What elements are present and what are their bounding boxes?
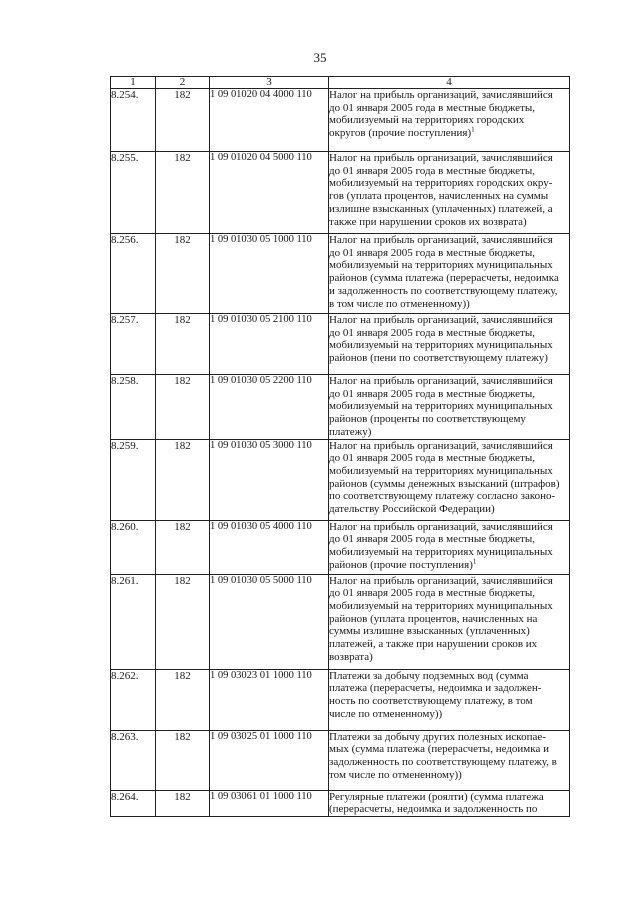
description-line [329,352,569,365]
budget-codes-table [110,76,570,817]
table-row [111,574,570,669]
description-line [329,114,569,127]
description-text: числе по отмененному)) [329,707,443,720]
revenue-description [329,375,570,440]
row-number: 8.255. [111,152,156,234]
description-text: районов (суммы денежных взысканий (штрафов) [329,477,560,490]
description-line [329,651,569,664]
description-line [329,587,569,600]
description-line [329,575,569,588]
description-line [329,465,569,478]
revenue-description [329,439,570,520]
description-text: излишне взысканных (уплаченных) платежей, а [329,202,553,215]
revenue-description [329,520,570,574]
description-text: возврата) [329,650,373,663]
description-text: Платежи за добычу подземных вод (сумма [329,669,529,682]
column-header: 3 [210,77,329,89]
description-text: Налог на прибыль организаций, зачислявшийся [329,574,553,587]
description-text: суммы излишне взысканных (уплаченных) [329,625,530,638]
budget-classification-code: 1 09 01030 05 2100 110 [210,314,329,375]
table-row [111,790,570,816]
description-text: Налог на прибыль организаций, зачислявшийся [329,89,553,101]
description-text: дательству Российской Федерации) [329,503,495,516]
description-line [329,452,569,465]
description-line [329,234,569,247]
description-line [329,546,569,559]
description-line [329,670,569,683]
description-text: районов (пени по соответствующему платежу) [329,352,548,365]
description-text: также при нарушении сроков их возврата) [329,215,527,228]
revenue-description [329,669,570,730]
description-line [329,413,569,426]
description-text: до 01 января 2005 года в местные бюджеты, [329,587,535,600]
description-line [329,298,569,311]
row-number: 8.263. [111,730,156,790]
description-text: мобилизуемый на территориях городских [329,114,525,127]
description-line [329,272,569,285]
description-text: районов (проценты по соответствующему [329,413,526,426]
description-line [329,625,569,638]
row-number: 8.254. [111,89,156,152]
description-text: до 01 января 2005 года в местные бюджеты, [329,101,535,114]
admin-code: 182 [156,234,210,314]
revenue-description [329,730,570,790]
description-text: Налог на прибыль организаций, зачислявшийся [329,152,553,164]
description-text: Налог на прибыль организаций, зачислявшийся [329,439,553,452]
row-number: 8.264. [111,790,156,816]
description-text: и задолженность по соответствующему платежу, [329,284,558,297]
description-line [329,165,569,178]
admin-code: 182 [156,152,210,234]
description-line [329,638,569,651]
description-line [329,152,569,165]
description-line [329,708,569,721]
description-line [329,791,569,804]
table-body [111,89,570,817]
description-text: мобилизуемый на территориях муниципальных [329,400,553,413]
admin-code: 182 [156,574,210,669]
admin-code: 182 [156,375,210,440]
description-line [329,426,569,439]
description-line [329,314,569,327]
budget-classification-code: 1 09 03061 01 1000 110 [210,790,329,816]
description-text: до 01 января 2005 года в местные бюджеты, [329,452,535,465]
revenue-description [329,89,570,152]
description-line [329,339,569,352]
description-text: мобилизуемый на территориях городских окру- [329,177,553,190]
description-line [329,556,569,572]
row-number: 8.256. [111,234,156,314]
admin-code: 182 [156,730,210,790]
description-text: мобилизуемый на территориях муниципальных [329,259,553,272]
description-line [329,533,569,546]
row-number: 8.258. [111,375,156,440]
description-text: мобилизуемый на территориях муниципальных [329,599,553,612]
description-text: мобилизуемый на территориях муниципальных [329,545,553,558]
description-text: задолженность по соответствующему платежу, в [329,755,557,768]
description-line [329,440,569,453]
description-text: (перерасчеты, недоимка и задолженность по [329,803,538,816]
description-text: Регулярные платежи (роялти) (сумма платежа [329,790,544,803]
description-text: Налог на прибыль организаций, зачислявшийся [329,520,553,533]
budget-classification-code: 1 09 03025 01 1000 110 [210,730,329,790]
table-row [111,234,570,314]
column-header: 2 [156,77,210,89]
description-text: Налог на прибыль организаций, зачислявшийся [329,234,553,246]
description-line [329,490,569,503]
description-line [329,127,569,140]
description-text: платежу) [329,425,372,438]
description-text: до 01 января 2005 года в местные бюджеты, [329,387,535,400]
description-text: округов (прочие поступления) [329,127,472,140]
table-row [111,520,570,574]
row-number: 8.257. [111,314,156,375]
row-number: 8.259. [111,439,156,520]
description-line [329,388,569,401]
description-text: том числе по отмененному)) [329,768,462,781]
description-text: по соответствующему платежу согласно законо- [329,490,556,503]
budget-classification-code: 1 09 01020 04 4000 110 [210,89,329,152]
admin-code: 182 [156,314,210,375]
admin-code: 182 [156,520,210,574]
table-row [111,439,570,520]
description-line [329,259,569,272]
description-text: районов (прочие поступления) [329,558,473,571]
description-line [329,247,569,260]
description-text: до 01 января 2005 года в местные бюджеты, [329,533,535,546]
description-line [329,503,569,516]
description-line [329,756,569,769]
footnote-marker: 1 [472,556,477,565]
description-line [329,177,569,190]
description-line [329,769,569,782]
description-line [329,203,569,216]
description-line [329,600,569,613]
description-line [329,478,569,491]
description-line [329,327,569,340]
table-row [111,669,570,730]
table-row [111,375,570,440]
description-text: Налог на прибыль организаций, зачислявшийся [329,314,553,326]
table-header-row [111,77,570,89]
description-line [329,731,569,744]
table-row [111,89,570,152]
page-number: 35 [313,50,327,65]
budget-classification-code: 1 09 01020 04 5000 110 [210,152,329,234]
description-line [329,613,569,626]
budget-classification-code: 1 09 01030 05 4000 110 [210,520,329,574]
revenue-description [329,574,570,669]
description-line [329,521,569,534]
revenue-description [329,790,570,816]
description-line [329,102,569,115]
description-line [329,743,569,756]
revenue-description [329,152,570,234]
revenue-description [329,314,570,375]
description-line [329,400,569,413]
admin-code: 182 [156,669,210,730]
description-text: до 01 января 2005 года в местные бюджеты, [329,246,535,259]
description-text: Платежи за добычу других полезных ископае- [329,730,546,743]
admin-code: 182 [156,439,210,520]
footnote-marker: 1 [471,125,475,134]
description-text: Налог на прибыль организаций, зачислявшийся [329,375,553,387]
revenue-description [329,234,570,314]
description-text: до 01 января 2005 года в местные бюджеты, [329,164,535,177]
description-text: мобилизуемый на территориях муниципальных [329,339,553,352]
description-text: ность по соответствующему платежу, в том [329,694,533,707]
description-line [329,89,569,102]
description-text: до 01 января 2005 года в местные бюджеты, [329,326,535,339]
description-text: платежей, а также при нарушении сроков их [329,638,538,651]
budget-classification-code: 1 09 01030 05 1000 110 [210,234,329,314]
description-line [329,285,569,298]
admin-code: 182 [156,790,210,816]
description-line [329,375,569,388]
description-text: мых (сумма платежа (перерасчеты, недоимка и [329,743,549,756]
row-number: 8.261. [111,574,156,669]
description-text: районов (уплата процентов, начисленных на [329,612,538,625]
description-text: гов (уплата процентов, начисленных на суммы [329,190,549,203]
table-row [111,730,570,790]
column-header: 4 [329,77,570,89]
description-line [329,695,569,708]
budget-classification-code: 1 09 01030 05 5000 110 [210,574,329,669]
table-row [111,152,570,234]
row-number: 8.262. [111,669,156,730]
description-line [329,190,569,203]
description-line [329,682,569,695]
description-line [329,216,569,229]
description-line [329,803,569,816]
column-header: 1 [111,77,156,89]
budget-classification-code: 1 09 01030 05 2200 110 [210,375,329,440]
description-text: платежа (перерасчеты, недоимка и задолжен- [329,682,542,695]
budget-classification-code: 1 09 03023 01 1000 110 [210,669,329,730]
description-text: районов (сумма платежа (перерасчеты, недоимка [329,272,559,285]
description-text: в том числе по отмененному)) [329,297,470,310]
table-row [111,314,570,375]
description-text: мобилизуемый на территориях муниципальных [329,464,553,477]
row-number: 8.260. [111,520,156,574]
budget-classification-code: 1 09 01030 05 3000 110 [210,439,329,520]
admin-code: 182 [156,89,210,152]
